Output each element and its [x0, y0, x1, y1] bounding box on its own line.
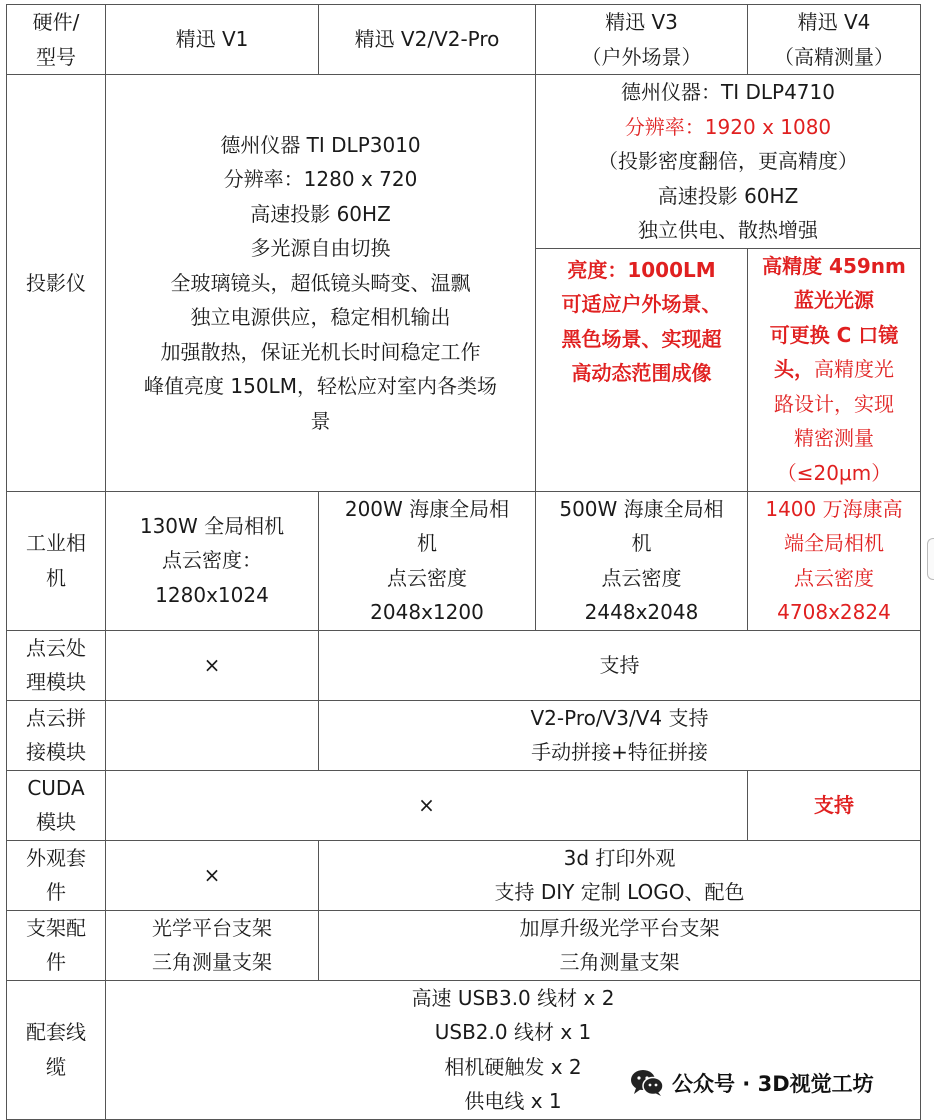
cell-line: 机: [417, 531, 437, 555]
cell-line: 高速 USB3.0 线材 x 2: [411, 985, 615, 1010]
pointcloud-processing-v1: ×: [106, 630, 319, 700]
projector-label: [7, 75, 106, 492]
cell-line: 可适应户外场景、: [561, 292, 722, 316]
cell-line: 可更换 C 口镜: [769, 322, 899, 347]
cell-line: 峰值亮度 150LM，轻松应对室内各类场: [144, 374, 497, 398]
appearance-rest: [319, 840, 921, 910]
cell-line: 分辨率：1280 x 720: [223, 167, 418, 191]
cell-line: 手动拼接+特征拼接: [531, 740, 708, 764]
cell-line: 高速投影 60HZ: [250, 201, 391, 226]
cell-line: 件: [46, 950, 66, 974]
projector-v4-normal-tail: 高精度光: [814, 357, 894, 382]
cell-line: 型号: [36, 44, 76, 69]
bracket-row: [7, 910, 921, 980]
cell-line: 2448x2048: [584, 600, 699, 624]
stitching-row: [7, 700, 921, 770]
cell-line: 高精度 459nm: [762, 253, 906, 278]
cell-line: 景: [310, 408, 331, 433]
cell-line: 多光源自由切换: [250, 236, 391, 260]
cell-line: 支架配: [26, 915, 86, 940]
projector-row-top: [7, 75, 921, 249]
cell-line: （户外场景）: [581, 44, 702, 69]
projector-v4-extra: [748, 248, 921, 491]
cell-line: 相机硬触发 x 2: [444, 1054, 582, 1079]
wechat-icon: [630, 1069, 664, 1097]
cell-line: 模块: [36, 810, 76, 834]
projector-v3-extra: [536, 248, 748, 491]
cell-line: （≤20μm）: [776, 460, 892, 485]
pointcloud-processing-rest: 支持: [319, 630, 921, 700]
cell-line: （投影密度翻倍，更高精度）: [598, 149, 858, 173]
cell-line: 点云密度: [387, 565, 467, 590]
cell-line: USB2.0 线材 x 1: [434, 1020, 592, 1044]
stitching-label: [7, 700, 106, 770]
cell-line: 2048x1200: [370, 600, 484, 624]
cell-line: 德州仪器 TI DLP3010: [220, 132, 421, 157]
projector-v4-bold-tail: 头，: [774, 357, 814, 382]
cell-line: 外观套: [26, 845, 86, 870]
camera-v3: [536, 491, 748, 630]
side-scroll-tab[interactable]: [927, 538, 934, 580]
cell-line: 供电线 x 1: [464, 1089, 562, 1113]
header-row: [7, 5, 921, 75]
cables-label: [7, 980, 106, 1119]
camera-row: [7, 491, 921, 630]
cell-line: 机: [631, 531, 652, 555]
cell-line: 4708x2824: [777, 600, 891, 624]
pointcloud-processing-row: [7, 630, 921, 700]
header-corner: [7, 5, 106, 75]
cell-line: 1280x1024: [155, 582, 269, 607]
cell-line: 加厚升级光学平台支架: [519, 915, 720, 940]
cell-line: 200W 海康全局相: [344, 496, 510, 521]
cell-line: 独立电源供应，稳定相机输出: [190, 305, 451, 329]
camera-label: [7, 491, 106, 630]
cell-line: 1400 万海康高: [765, 496, 903, 521]
header-v2: [319, 5, 536, 75]
projector-v3v4-common: [536, 75, 921, 249]
cell-line: 全玻璃镜头，超低镜头畸变、温飘: [170, 270, 471, 295]
header-v3: [536, 5, 748, 75]
cell-line: 三角测量支架: [559, 950, 680, 974]
pointcloud-processing-label: [7, 630, 106, 700]
cell-line: 光学平台支架: [152, 915, 272, 940]
cell-line: 独立供电、散热增强: [638, 218, 818, 242]
camera-v1: [106, 491, 319, 630]
appearance-v1: ×: [106, 840, 319, 910]
cell-line: 500W 海康全局相: [559, 496, 724, 521]
appearance-label: [7, 840, 106, 910]
cell-line: 点云密度: [794, 565, 874, 590]
cell-line: 支持 DIY 定制 LOGO、配色: [494, 880, 745, 904]
bracket-v1: [106, 910, 319, 980]
header-v1: [106, 5, 319, 75]
cell-line: 130W 全局相机: [139, 513, 285, 538]
cuda-v4: 支持: [748, 770, 921, 840]
cell-line: 点云处: [26, 635, 86, 660]
cell-line: 3d 打印外观: [563, 845, 676, 870]
cell-line: 点云拼: [26, 705, 86, 730]
cell-line: 端全局相机: [784, 531, 884, 555]
cell-line: 机: [46, 565, 66, 590]
cell-line: 理模块: [26, 670, 86, 694]
cell-line: 精迅 V2/V2-Pro: [354, 27, 500, 52]
projector-v4-bold: [754, 249, 914, 353]
camera-v2: [319, 491, 536, 630]
camera-v4: [748, 491, 921, 630]
cell-line: 精密测量: [794, 426, 874, 451]
projector-v1v2: [106, 75, 536, 492]
appearance-row: [7, 840, 921, 910]
cell-line: 硬件/: [32, 10, 80, 34]
cell-line: 点云密度：: [162, 548, 262, 573]
bracket-label: [7, 910, 106, 980]
cell-line: （高精测量）: [774, 44, 894, 69]
projector-v4-normal: [754, 387, 914, 491]
cuda-row: [7, 770, 921, 840]
cell-line: 三角测量支架: [152, 950, 272, 974]
cell-line: V2-Pro/V3/V4 支持: [530, 705, 709, 730]
cuda-v1v3: ×: [106, 770, 748, 840]
cell-line: 配套线: [26, 1020, 86, 1044]
cell-line: 点云密度: [601, 565, 682, 590]
header-v4: [748, 5, 921, 75]
cell-line: 高动态范围成像: [571, 361, 712, 385]
cell-line: 加强散热，保证光机长时间稳定工作: [160, 339, 481, 364]
spec-table: [6, 4, 921, 1120]
cell-line: 缆: [46, 1054, 66, 1079]
stitching-v1: [106, 700, 319, 770]
cell-line: 黑色场景、实现超: [561, 326, 722, 351]
cell-line: 蓝光光源: [794, 288, 874, 313]
stitching-rest: [319, 700, 921, 770]
cell-line: 精迅 V1: [175, 27, 249, 52]
projector-resolution: 分辨率：1920 x 1080: [624, 114, 832, 139]
cell-line: 精迅 V4: [797, 10, 871, 34]
cuda-label: [7, 770, 106, 840]
cell-line: 精迅 V3: [605, 10, 678, 34]
cell-line: 高速投影 60HZ: [657, 183, 799, 208]
projector-chip: 德州仪器：TI DLP4710: [621, 80, 835, 104]
cell-line: 工业相: [26, 531, 86, 555]
bracket-rest: [319, 910, 921, 980]
projector-v3v4-rest: [542, 144, 914, 248]
cell-line: 投影仪: [26, 270, 86, 295]
cell-line: 路设计，实现: [774, 391, 894, 416]
cell-line: 件: [46, 880, 66, 904]
watermark-text: 公众号 · 3D视觉工坊: [672, 1072, 874, 1096]
watermark: [622, 1066, 882, 1100]
cell-line: CUDA: [27, 775, 85, 800]
cell-line: 接模块: [26, 740, 86, 764]
cell-line: 亮度：1000LM: [567, 257, 716, 282]
